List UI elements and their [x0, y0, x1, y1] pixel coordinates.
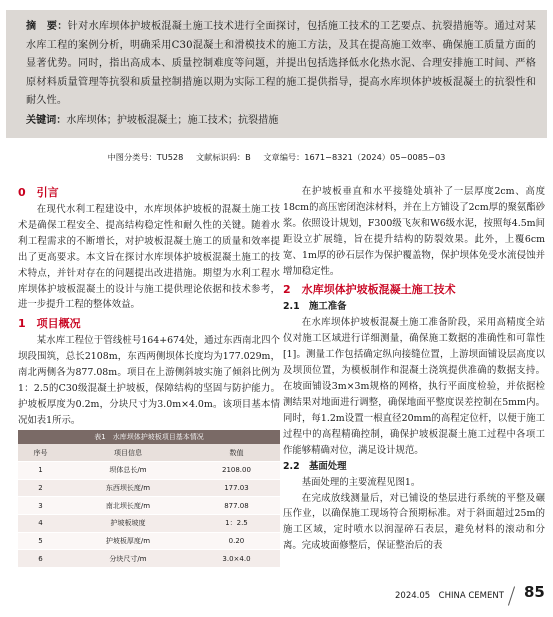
table-row	[18, 462, 280, 480]
table-cell: 2108.00	[193, 462, 280, 480]
article-meta	[0, 152, 553, 163]
table-row	[18, 479, 280, 497]
project-info-table	[18, 444, 280, 567]
joint-paragraph: 在护坡板垂直和水平接缝处填补了一层厚度2cm、高度18cm的高压密闭泡沫材料，并在上方铺设了2cm厚的聚氨酯砂浆。依照设计规划，F300级飞灰和W6级水泥，按照每4.5m间距设立扩展缝，旨在提升结构的防裂效果。此外，上覆6cm宽、1m厚的砂石层作为保护覆盖物，保护坝体免受水流侵蚀并增加稳定性。	[283, 186, 545, 277]
table-cell: 877.08	[193, 497, 280, 515]
table-cell: 南北坝长度/m	[63, 497, 193, 515]
base-paragraph-2: 在完成放线测量后，对已铺设的垫层进行系统的平整及碾压作业，以确保施工现场符合预期标准。对于斜面超过25m的施工区域，定时喷水以润湿碎石表层，避免材料的滚动和分离。完成坡面修整后，保证整治后的表	[283, 492, 545, 552]
page-number: 85	[524, 583, 545, 601]
footer-divider	[508, 586, 515, 605]
project-table	[18, 430, 280, 567]
preparation-paragraph: 在水库坝体护坡板混凝土施工准备阶段，采用高精度全站仪对施工区域进行详细测量，确保施工数据的准确性和可靠性[1]。测量工作包括确定纵向接缝位置，上游坝面铺设层高度以及坝顶位置，为模板制作和混凝土浇筑提供准确的数据支持。在坡面铺设3m×3m规格的网格，执行平面度检验，并依据检测结果对地面进行调整，确保地面平整度误差控制在5mm内。同时，每1.2m设置一根直径20mm的高程定位杆，以便于施工过程中的高程精确控制，确保护坡板混凝土施工过程中各项工作能够精确对位，满足设计规范。	[283, 317, 545, 456]
table-cell: 护坡板厚度/m	[63, 532, 193, 550]
keywords	[26, 112, 536, 130]
table-cell: 0.20	[193, 532, 280, 550]
table-cell: 3	[18, 497, 63, 515]
overview-paragraph: 某水库工程位于管线桩号164+674处，通过东西南北四个坝段围筑，总长2108m，东西两侧坝体长度均为177.029m，南北两侧各为877.08m。项目在上游侧斜坡实施了倾斜比例为1：2.5的C30级混凝土护坡板，保障结构的坚固与防护能力。护坡板厚度为0.2m，分块尺寸为3.0m×4.0m。该项目基本情况如表1所示。	[18, 335, 280, 426]
table-row	[18, 550, 280, 567]
table-header-index: 序号	[18, 444, 63, 462]
table-cell: 177.03	[193, 479, 280, 497]
section-heading-technique: 2 水库坝体护坡板混凝土施工技术	[283, 283, 456, 297]
section-heading-intro: 0 引言	[18, 186, 59, 199]
table-header-value: 数值	[193, 444, 280, 462]
table-row	[18, 515, 280, 533]
right-column	[283, 184, 545, 554]
left-column	[18, 184, 280, 429]
table-cell: 东西坝长度/m	[63, 479, 193, 497]
abstract-text: 针对水库坝体护坡板混凝土施工技术进行全面探讨，包括施工技术的工艺要点、抗裂措施等。通过对某水库工程的案例分析，明确采用C30混凝土和滑模技术的施工方法，及其在提高施工效率、确保施工质量方面的显著优势。同时，指出高成本、质量控制难度等问题，并提出包括选择低水化热水泥、合理安排施工时间、严格原材料质量管理等抗裂和质量控制措施以期为实际工程的施工提供指导，提高水库坝体护坡板混凝土的抗裂性和耐久性。	[26, 21, 536, 107]
table-caption: 表1 水库坝体护坡板项目基本情况	[18, 430, 280, 444]
document-code: 文献标识码：B	[195, 152, 251, 162]
keywords-label: 关键词：	[26, 115, 67, 126]
table-cell: 3.0×4.0	[193, 550, 280, 567]
abstract	[26, 18, 536, 111]
table-cell: 分块尺寸/m	[63, 550, 193, 567]
table-row	[18, 532, 280, 550]
subsection-heading-preparation: 2.1 施工准备	[283, 301, 347, 313]
table-cell: 坝体总长/m	[63, 462, 193, 480]
keywords-text: 水库坝体；护坡板混凝土；施工技术；抗裂措施	[66, 115, 279, 126]
table-cell: 4	[18, 515, 63, 533]
table-header-item: 项目信息	[63, 444, 193, 462]
table-cell: 1	[18, 462, 63, 480]
abstract-label: 摘 要：	[26, 21, 68, 32]
article-number: 文章编号：1671−8321（2024）05−0085−03	[263, 152, 446, 162]
intro-paragraph: 在现代水利工程建设中，水库坝体护坡板的混凝土施工技术是确保工程安全、提高结构稳定性和耐久性的关键。随着水利工程需求的不断增长，对护坡板混凝土施工的质量和效率提出了更高要求。本文旨在探讨水库坝体护坡板混凝土施工的技术特点，并针对存在的问题提出改进措施。期望为水利工程水库坝体护坡板混凝土的设计与施工提供理论依据和技术参考，进一步提升工程的整体效益。	[18, 204, 280, 311]
base-paragraph-1: 基面处理的主要流程见图1。	[301, 476, 421, 488]
table-row	[18, 497, 280, 515]
table-cell: 1：2.5	[193, 515, 280, 533]
table-cell: 6	[18, 550, 63, 567]
subsection-heading-base: 2.2 基面处理	[283, 460, 347, 472]
journal-footer: 2024.05 CHINA CEMENT	[395, 591, 504, 601]
section-heading-overview: 1 项目概况	[18, 317, 81, 331]
clc-number: 中图分类号：TU528	[107, 152, 184, 162]
table-cell: 护坡板坡度	[63, 515, 193, 533]
table-cell: 5	[18, 532, 63, 550]
table-cell: 2	[18, 479, 63, 497]
